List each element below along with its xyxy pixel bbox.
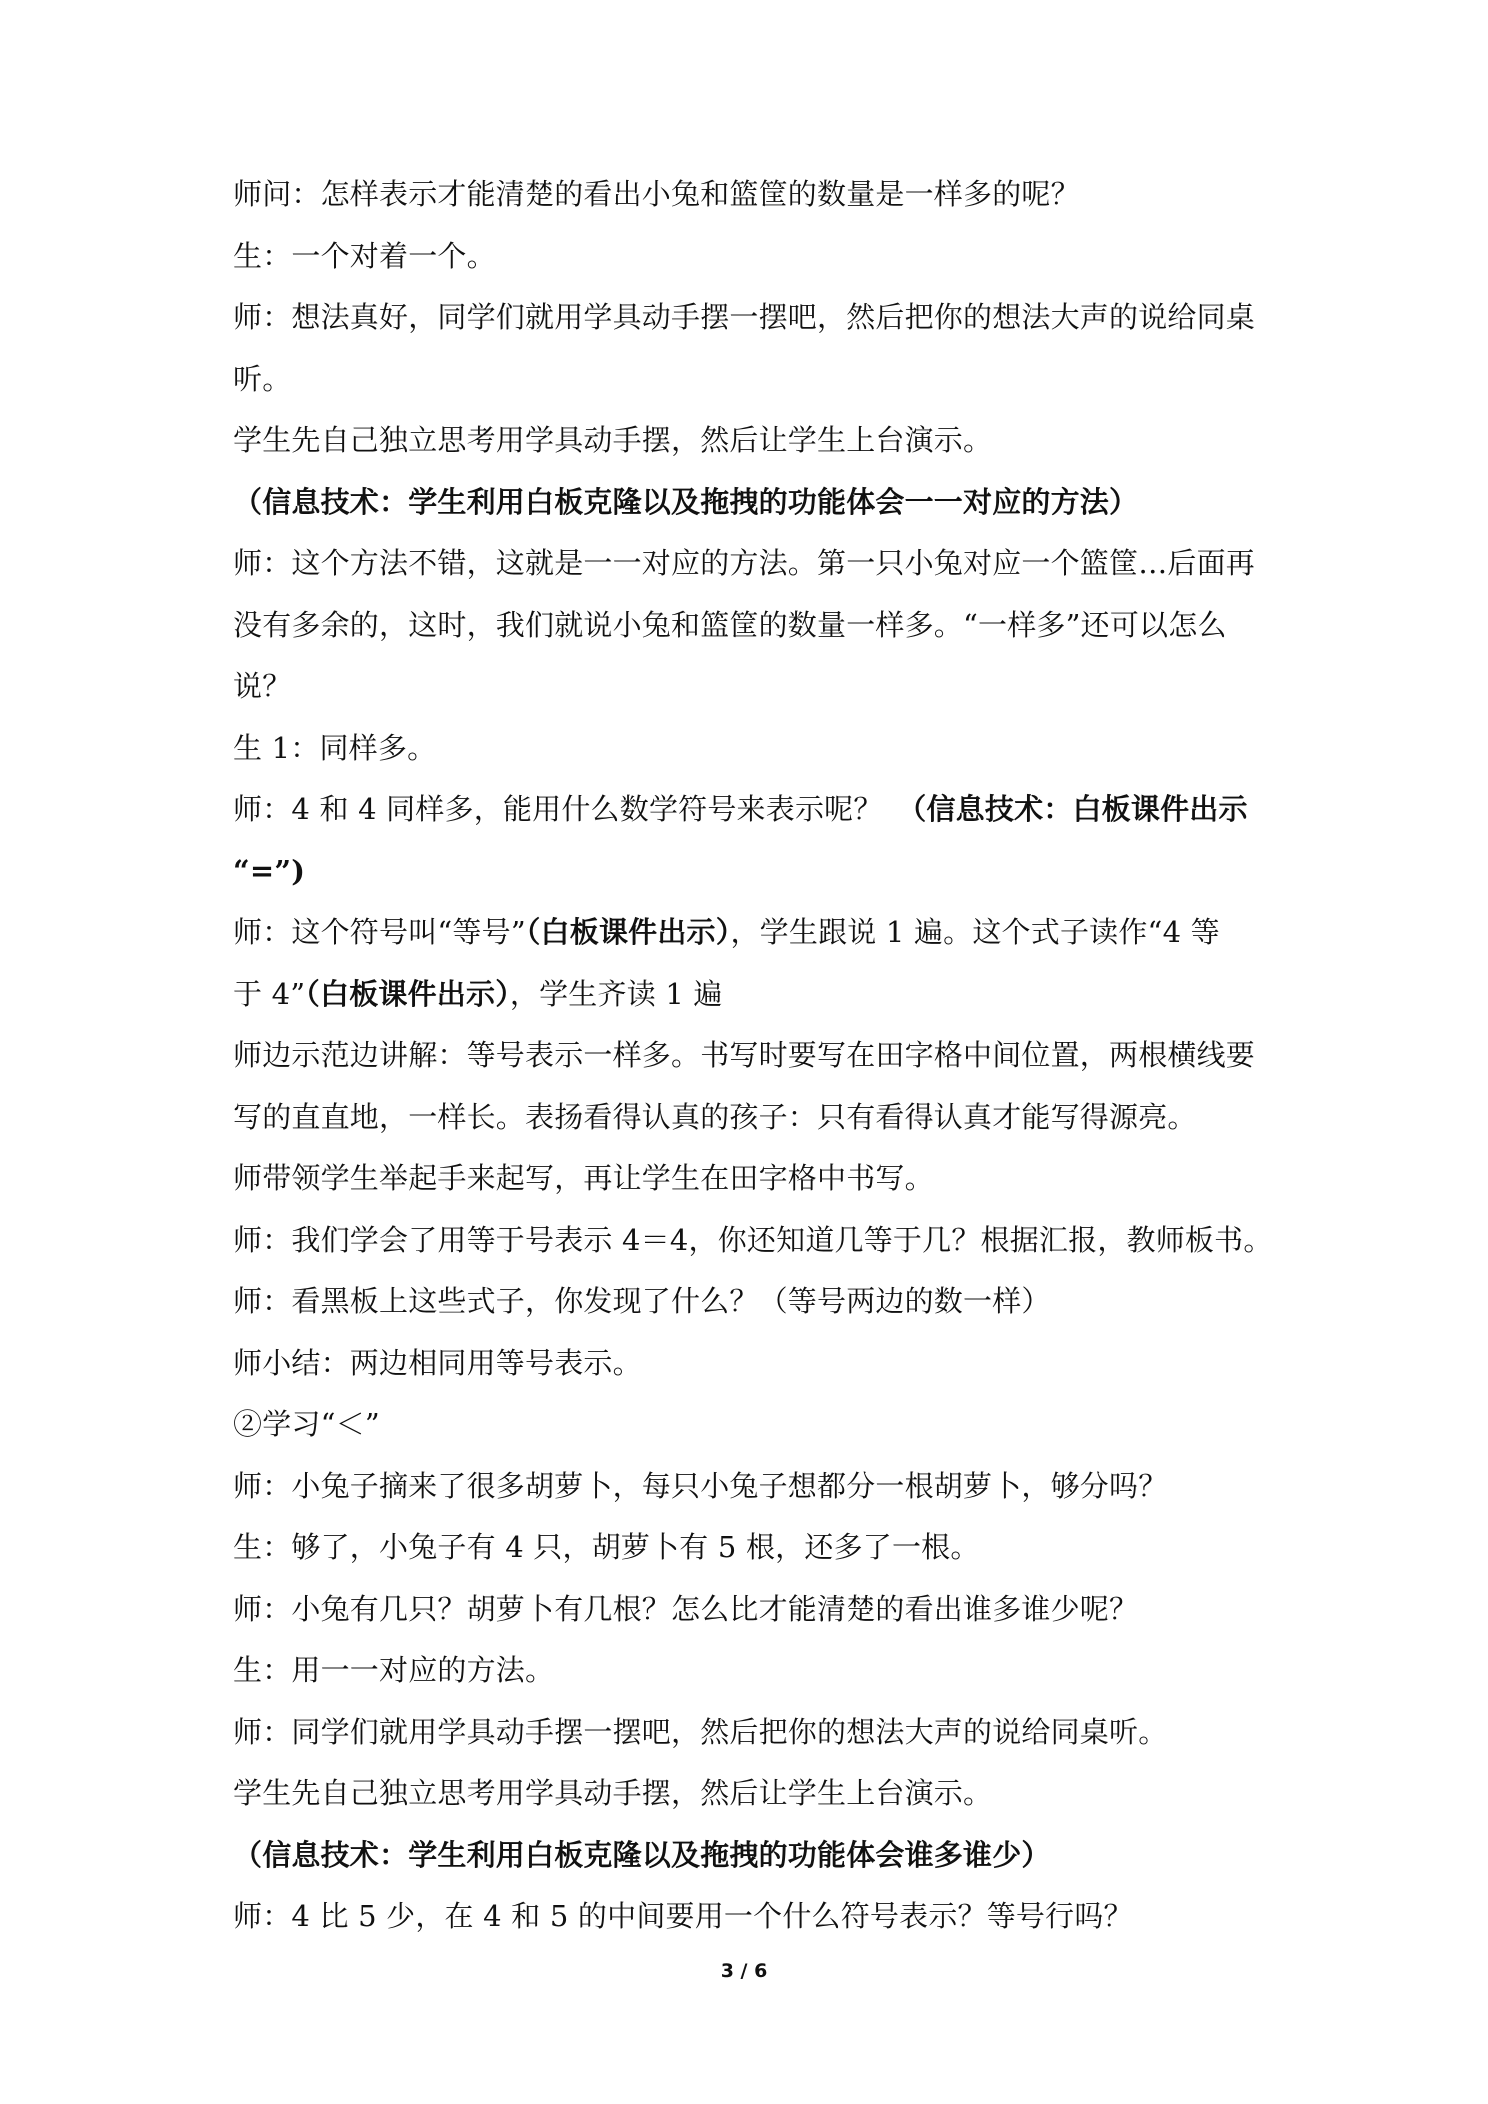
text-run: ②学习“＜” bbox=[233, 1407, 380, 1441]
text-line bbox=[233, 472, 1273, 534]
text-line bbox=[233, 1763, 1273, 1825]
bold-text-run: “=”) bbox=[233, 853, 306, 888]
bold-text-run: （白板课件出示） bbox=[305, 976, 510, 1011]
text-line bbox=[233, 656, 1273, 718]
text-run: 学生先自己独立思考用学具动手摆，然后让学生上台演示。 bbox=[233, 423, 993, 457]
text-run: 学生先自己独立思考用学具动手摆，然后让学生上台演示。 bbox=[233, 1776, 993, 1810]
text-run: 没有多余的，这时，我们就说小兔和篮筐的数量一样多。“一样多”还可以怎么 bbox=[233, 607, 1227, 642]
text-run: 师问：怎样表示才能清楚的看出小兔和篮筐的数量是一样多的呢？ bbox=[233, 177, 1080, 211]
text-line bbox=[233, 1517, 1273, 1579]
text-run: 师：我们学会了用等于号表示 4＝4，你还知道几等于几？根据汇报，教师板书。 bbox=[233, 1222, 1273, 1257]
text-line bbox=[233, 164, 1273, 226]
text-line bbox=[233, 287, 1273, 349]
text-run: 师：这个方法不错，这就是一一对应的方法。第一只小兔对应一个篮筐…后面再 bbox=[233, 546, 1256, 580]
text-run: 师边示范边讲解：等号表示一样多。书写时要写在田字格中间位置，两根横线要 bbox=[233, 1038, 1256, 1072]
text-line bbox=[233, 841, 1273, 903]
text-line bbox=[233, 595, 1273, 657]
bold-text-run: （信息技术：学生利用白板克隆以及拖拽的功能体会谁多谁少） bbox=[233, 1837, 1051, 1872]
text-line bbox=[233, 1825, 1273, 1887]
text-run: ，学生齐读 1 遍 bbox=[509, 976, 723, 1011]
text-line bbox=[233, 779, 1273, 841]
text-run: 师：看黑板上这些式子，你发现了什么？（等号两边的数一样） bbox=[233, 1284, 1051, 1318]
text-line bbox=[233, 1210, 1273, 1272]
text-run: 师：小兔有几只？胡萝卜有几根？怎么比才能清楚的看出谁多谁少呢？ bbox=[233, 1591, 1139, 1626]
text-line bbox=[233, 1394, 1273, 1456]
text-line bbox=[233, 226, 1273, 288]
text-line bbox=[233, 1886, 1273, 1948]
text-line bbox=[233, 1640, 1273, 1702]
text-run: 写的直直地，一样长。表扬看得认真的孩子：只有看得认真才能写得源亮。 bbox=[233, 1099, 1197, 1134]
text-line bbox=[233, 902, 1273, 964]
page-number: 3 / 6 bbox=[720, 1960, 768, 1982]
text-run: 师带领学生举起手来起写，再让学生在田字格中书写。 bbox=[233, 1161, 934, 1195]
bold-text-run: （白板课件出示） bbox=[525, 915, 731, 949]
text-run: 生：一个对着一个。 bbox=[233, 238, 496, 273]
text-line bbox=[233, 1579, 1273, 1641]
text-run: ，学生跟说 1 遍。这个式子读作“4 等 bbox=[730, 915, 1220, 949]
text-line bbox=[233, 1087, 1273, 1149]
text-line bbox=[233, 533, 1273, 595]
text-run: 师小结：两边相同用等号表示。 bbox=[233, 1345, 642, 1380]
bold-text-run: （信息技术：白板课件出示 bbox=[911, 792, 1248, 826]
text-run: 生：够了，小兔子有 4 只，胡萝卜有 5 根，还多了一根。 bbox=[233, 1530, 980, 1564]
text-run: 说？ bbox=[233, 669, 292, 703]
text-run: 师：4 和 4 同样多，能用什么数学符号来表示呢？ bbox=[233, 792, 912, 826]
text-line bbox=[233, 1702, 1273, 1764]
text-line bbox=[233, 1271, 1273, 1333]
text-line bbox=[233, 349, 1273, 411]
text-run: 师：同学们就用学具动手摆一摆吧，然后把你的想法大声的说给同桌听。 bbox=[233, 1714, 1168, 1749]
text-run: 生 1：同样多。 bbox=[233, 730, 437, 765]
text-line bbox=[233, 1333, 1273, 1395]
bold-text-run: （信息技术：学生利用白板克隆以及拖拽的功能体会一一对应的方法） bbox=[233, 484, 1139, 519]
text-line bbox=[233, 718, 1273, 780]
text-run: 师：这个符号叫“等号” bbox=[233, 915, 526, 949]
text-run: 于 4” bbox=[233, 976, 306, 1011]
text-run: 生：用一一对应的方法。 bbox=[233, 1653, 555, 1687]
text-line bbox=[233, 1148, 1273, 1210]
text-run: 师：想法真好，同学们就用学具动手摆一摆吧，然后把你的想法大声的说给同桌 bbox=[233, 300, 1256, 334]
text-line bbox=[233, 1456, 1273, 1518]
text-run: 师：4 比 5 少，在 4 和 5 的中间要用一个什么符号表示？等号行吗？ bbox=[233, 1899, 1133, 1933]
text-run: 师：小兔子摘来了很多胡萝卜，每只小兔子想都分一根胡萝卜，够分吗？ bbox=[233, 1468, 1168, 1503]
text-line bbox=[233, 964, 1273, 1026]
text-run: 听。 bbox=[233, 361, 292, 396]
text-line bbox=[233, 410, 1273, 472]
text-line bbox=[233, 1025, 1273, 1087]
lesson-plan-text bbox=[233, 164, 1273, 1948]
